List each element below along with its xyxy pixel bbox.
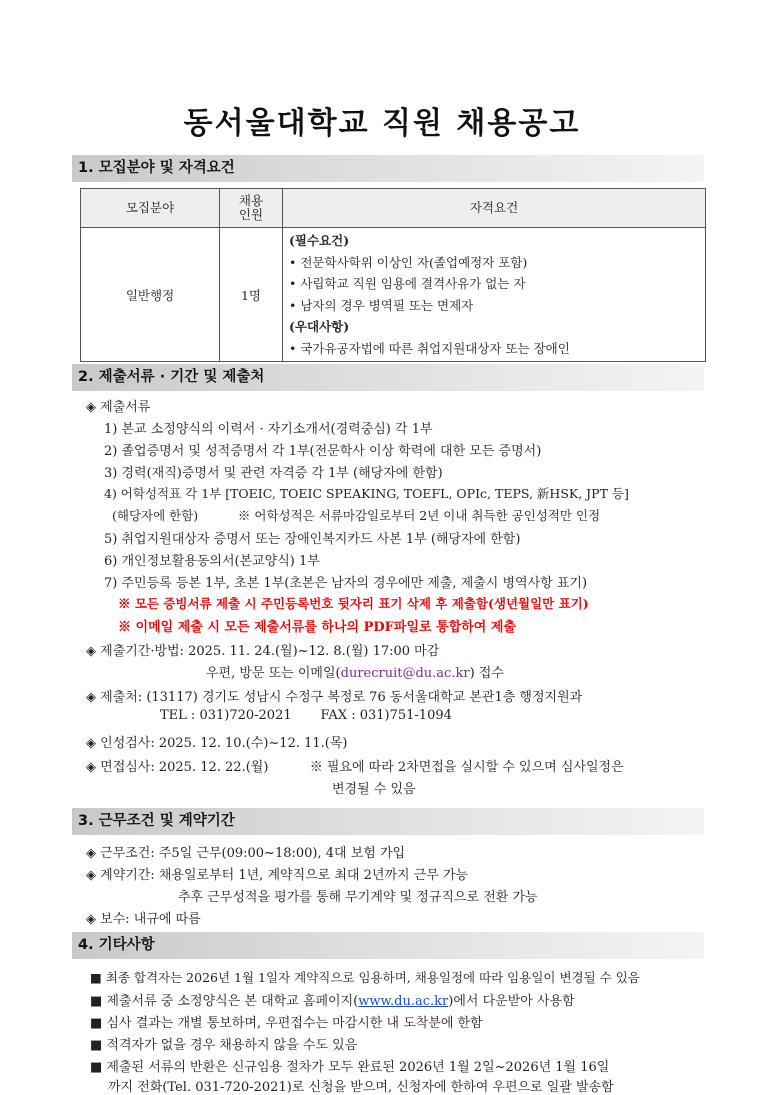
section-heading-conditions: 3. 근무조건 및 계약기간 <box>72 808 704 835</box>
contract-period-note: 추후 근무성적을 평가를 통해 무기계약 및 정규직으로 전환 가능 <box>178 890 538 905</box>
etc-item: ■ 최종 합격자는 2026년 1월 1일자 계약직으로 임용하며, 채용일정에 따라 임용일이 변경될 수 있음 <box>90 970 640 985</box>
doc-item: 1) 본교 소정양식의 이력서 · 자기소개서(경력중심) 각 1부 <box>104 422 433 437</box>
doc-item-note: (해당자에 한함) ※ 어학성적은 서류마감일로부터 2년 이내 취득한 공인성적만 인정 <box>112 508 601 523</box>
form-text: )에서 다운받아 사용함 <box>448 994 575 1009</box>
header-field: 모집분야 <box>81 189 220 228</box>
etc-item: ■ 심사 결과는 개별 통보하며, 우편접수는 마감시한 내 도착분에 한함 <box>90 1016 483 1031</box>
doc-item: 5) 취업지원대상자 증명서 또는 장애인복지카드 사본 1부 (해당자에 한함) <box>104 532 521 547</box>
page-title: 동서울대학교 직원 채용공고 <box>183 106 581 141</box>
contract-period: ◈ 계약기간: 채용일로부터 1년, 계약직으로 최대 2년까지 근무 가능 <box>86 868 469 883</box>
interview-note: 변경될 수 있음 <box>332 782 416 797</box>
work-conditions: ◈ 근무조건: 주5일 근무(09:00~18:00), 4대 보험 가입 <box>86 846 406 861</box>
homepage-link[interactable]: www.du.ac.kr <box>358 994 449 1009</box>
required-item: • 남자의 경우 병역필 또는 면제자 <box>289 297 474 313</box>
doc-item: 3) 경력(재직)증명서 및 관련 자격증 각 1부 (해당자에 한함) <box>104 466 443 481</box>
etc-item-form <box>90 990 575 1009</box>
required-item: • 사립학교 직원 임용에 결격사유가 없는 자 <box>289 276 526 291</box>
header-count: 채용 인원 <box>220 189 283 228</box>
etc-item: ■ 제출된 서류의 반환은 신규임용 절차가 모두 완료된 2026년 1월 2일~2026년 1월 16일 <box>90 1060 610 1075</box>
required-item: • 전문학사학위 이상인 자(졸업예정자 포함) <box>289 254 528 270</box>
submission-place: ◈ 제출처: (13117) 경기도 성남시 수정구 복정로 76 동서울대학교 본관1층 행정지원과 <box>86 690 583 705</box>
doc-item: 6) 개인정보활용동의서(본교양식) 1부 <box>104 554 320 569</box>
warning-pdf: ※ 이메일 제출 시 모든 제출서류를 하나의 PDF파일로 통합하여 제출 <box>118 620 516 635</box>
doc-item: 2) 졸업증명서 및 성적증명서 각 1부(전문학사 이상 학력에 대한 모든 증명서) <box>104 444 542 459</box>
recruit-email-link[interactable]: durecruit@du.ac.kr <box>340 666 470 681</box>
etc-item: ■ 적격자가 없을 경우 채용하지 않을 수도 있음 <box>90 1038 358 1053</box>
section-heading-recruitment: 1. 모집분야 및 자격요건 <box>72 155 704 182</box>
etc-item-cont: 까지 전화(Tel. 031-720-2021)로 신청을 받으며, 신청자에 한하여 우편으로 일괄 발송함 <box>108 1080 614 1095</box>
section-heading-etc: 4. 기타사항 <box>72 932 704 959</box>
aptitude-test: ◈ 인성검사: 2025. 12. 10.(수)~12. 11.(목) <box>86 736 348 751</box>
method-text: ) 접수 <box>469 666 504 681</box>
section-heading-documents: 2. 제출서류 · 기간 및 제출처 <box>72 364 704 391</box>
submission-period: ◈ 제출기간·방법: 2025. 11. 24.(월)~12. 8.(월) 17:00 마감 <box>86 644 440 659</box>
form-text: ■ 제출서류 중 소정양식은 본 대학교 홈페이지( <box>90 994 359 1009</box>
doc-item: 4) 어학성적표 각 1부 [TOEIC, TOEIC SPEAKING, TOEFL, OPIc, TEPS, 新HSK, JPT 등] <box>104 486 629 501</box>
interview: ◈ 면접심사: 2025. 12. 22.(월) ※ 필요에 따라 2차면접을 실시할 수 있으며 심사일정은 <box>86 760 624 775</box>
preferred-title: (우대사항) <box>289 319 350 334</box>
contact-phone-fax: TEL : 031)720-2021 FAX : 031)751-1094 <box>160 708 452 723</box>
required-title: (필수요건) <box>289 233 350 248</box>
cell-field: 일반행정 <box>81 228 220 362</box>
submission-method <box>206 662 504 681</box>
doc-item: 7) 주민등록 등본 1부, 초본 1부(초본은 남자의 경우에만 제출, 제출시 병역사항 표기) <box>104 576 588 591</box>
method-text: 우편, 방문 또는 이메일( <box>206 666 341 681</box>
header-requirements: 자격요건 <box>283 189 706 228</box>
cell-requirements <box>283 228 706 362</box>
warning-id-number: ※ 모든 증빙서류 제출 시 주민등록번호 뒷자리 표기 삭제 후 제출함(생년월일만 표기) <box>118 596 589 611</box>
preferred-item: • 국가유공자법에 따른 취업지원대상자 또는 장애인 <box>289 340 570 356</box>
salary: ◈ 보수: 내규에 따름 <box>86 912 201 927</box>
recruitment-table <box>80 188 706 362</box>
cell-count: 1명 <box>220 228 283 362</box>
docs-title: ◈ 제출서류 <box>86 400 151 415</box>
